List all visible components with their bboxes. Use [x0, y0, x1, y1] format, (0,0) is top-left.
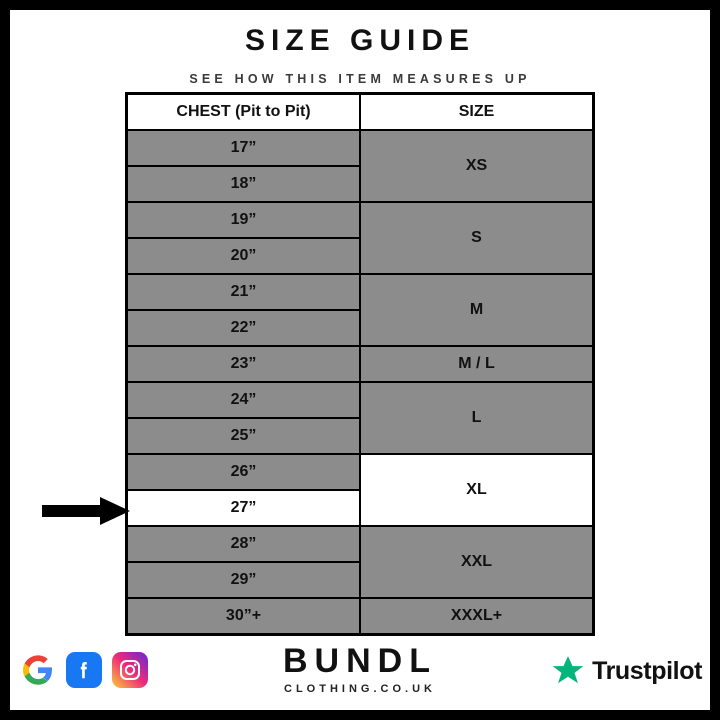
size-value: XXXL+ — [360, 598, 594, 635]
table-row — [127, 202, 594, 238]
table-row — [127, 346, 594, 382]
table-row — [127, 274, 594, 310]
chest-value: 28” — [127, 526, 361, 562]
chest-value: 26” — [127, 454, 361, 490]
chest-value: 24” — [127, 382, 361, 418]
selected-row-arrow-icon — [42, 496, 132, 526]
column-header-chest: CHEST (Pit to Pit) — [127, 94, 361, 131]
brand-domain: CLOTHING.CO.UK — [284, 683, 436, 695]
brand-name: BUNDL — [283, 642, 437, 680]
size-value: XS — [360, 130, 594, 202]
trustpilot-badge[interactable] — [551, 654, 702, 688]
chest-value: 18” — [127, 166, 361, 202]
chest-value: 29” — [127, 562, 361, 598]
size-value: S — [360, 202, 594, 274]
chest-value: 22” — [127, 310, 361, 346]
size-table — [125, 92, 595, 636]
column-header-size: SIZE — [360, 94, 594, 131]
size-guide-card — [10, 10, 710, 710]
chest-value: 17” — [127, 130, 361, 166]
chest-value: 20” — [127, 238, 361, 274]
table-row — [127, 598, 594, 635]
size-value: M — [360, 274, 594, 346]
table-header-row — [127, 94, 594, 131]
size-value: L — [360, 382, 594, 454]
chest-value: 23” — [127, 346, 361, 382]
table-row — [127, 130, 594, 166]
table-row — [127, 382, 594, 418]
footer — [10, 640, 710, 710]
size-value: XXL — [360, 526, 594, 598]
page-title: SIZE GUIDE — [244, 24, 476, 57]
size-table-container — [125, 92, 595, 636]
trustpilot-label: Trustpilot — [592, 656, 702, 685]
page-subtitle: SEE HOW THIS ITEM MEASURES UP — [189, 72, 531, 86]
chest-value-selected: 27” — [127, 490, 361, 526]
chest-value: 19” — [127, 202, 361, 238]
size-value-selected: XL — [360, 454, 594, 526]
trustpilot-star-icon — [551, 654, 585, 688]
chest-value: 30”+ — [127, 598, 361, 635]
chest-value: 25” — [127, 418, 361, 454]
chest-value: 21” — [127, 274, 361, 310]
table-row — [127, 526, 594, 562]
size-value: M / L — [360, 346, 594, 382]
table-row — [127, 454, 594, 490]
